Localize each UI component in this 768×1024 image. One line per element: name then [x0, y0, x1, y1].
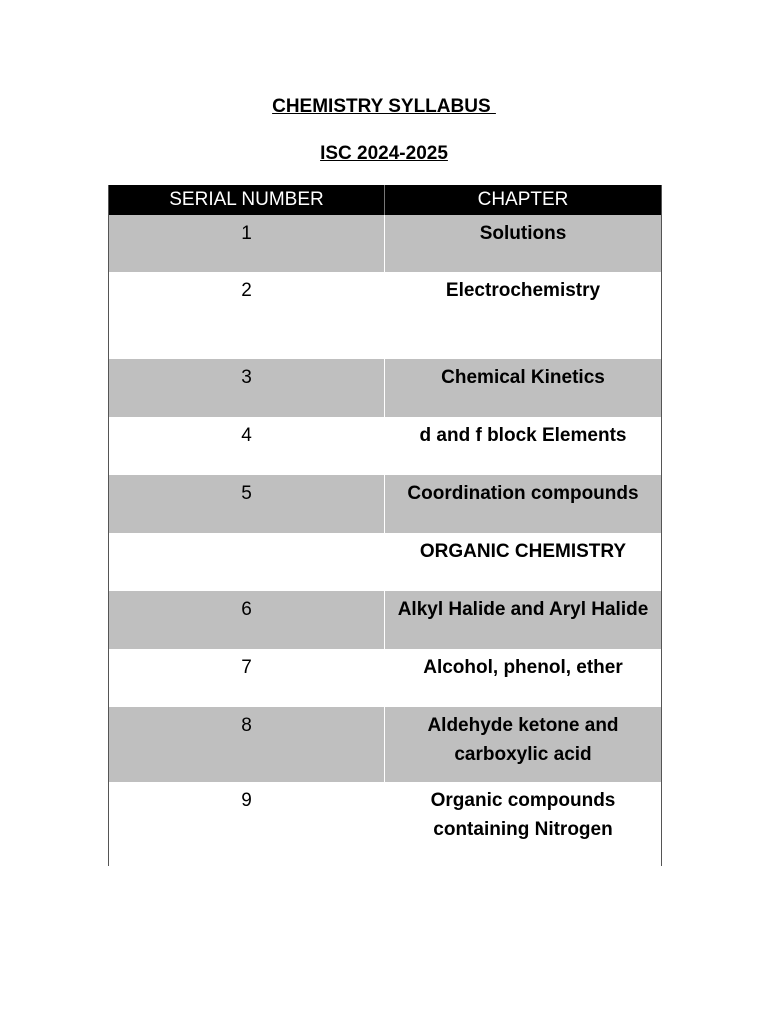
chapter-cell: d and f block Elements: [419, 425, 627, 446]
document-subtitle: ISC 2024-2025: [320, 143, 448, 164]
table-row: [109, 417, 662, 475]
table-row: [109, 649, 662, 707]
document-title: CHEMISTRY SYLLABUS: [272, 96, 496, 117]
header-serial-number: SERIAL NUMBER: [109, 185, 385, 215]
serial-cell: 5: [109, 475, 385, 533]
chapter-cell: Electrochemistry: [445, 280, 601, 301]
table-row: [109, 707, 662, 782]
table-row: [109, 272, 662, 359]
serial-cell: 1: [109, 215, 385, 272]
serial-cell: 9: [109, 782, 385, 866]
table-row: [109, 782, 662, 866]
serial-cell: [109, 533, 385, 591]
table-row: [109, 591, 662, 649]
chapter-cell: Aldehyde ketone and carboxylic acid: [385, 707, 662, 782]
header-chapter: CHAPTER: [385, 185, 662, 215]
syllabus-table: [108, 185, 662, 866]
table-row-section: [109, 533, 662, 591]
serial-cell: 2: [109, 272, 385, 359]
table-row: [109, 359, 662, 417]
section-heading-organic-chemistry: ORGANIC CHEMISTRY: [419, 541, 627, 562]
serial-cell: 3: [109, 359, 385, 417]
chapter-cell: Solutions: [385, 215, 662, 272]
serial-cell: 6: [109, 591, 385, 649]
chapter-cell: Alcohol, phenol, ether: [423, 657, 623, 678]
serial-cell: 8: [109, 707, 385, 782]
chapter-cell: Alkyl Halide and Aryl Halide: [385, 591, 662, 649]
table-row: [109, 475, 662, 533]
serial-cell: 4: [109, 417, 385, 475]
chapter-cell: Coordination compounds: [385, 475, 662, 533]
table-header-row: [109, 185, 662, 215]
chapter-cell: Chemical Kinetics: [385, 359, 662, 417]
table-row: [109, 215, 662, 272]
serial-cell: 7: [109, 649, 385, 707]
chapter-cell: Organic compounds containing Nitrogen: [430, 790, 616, 840]
